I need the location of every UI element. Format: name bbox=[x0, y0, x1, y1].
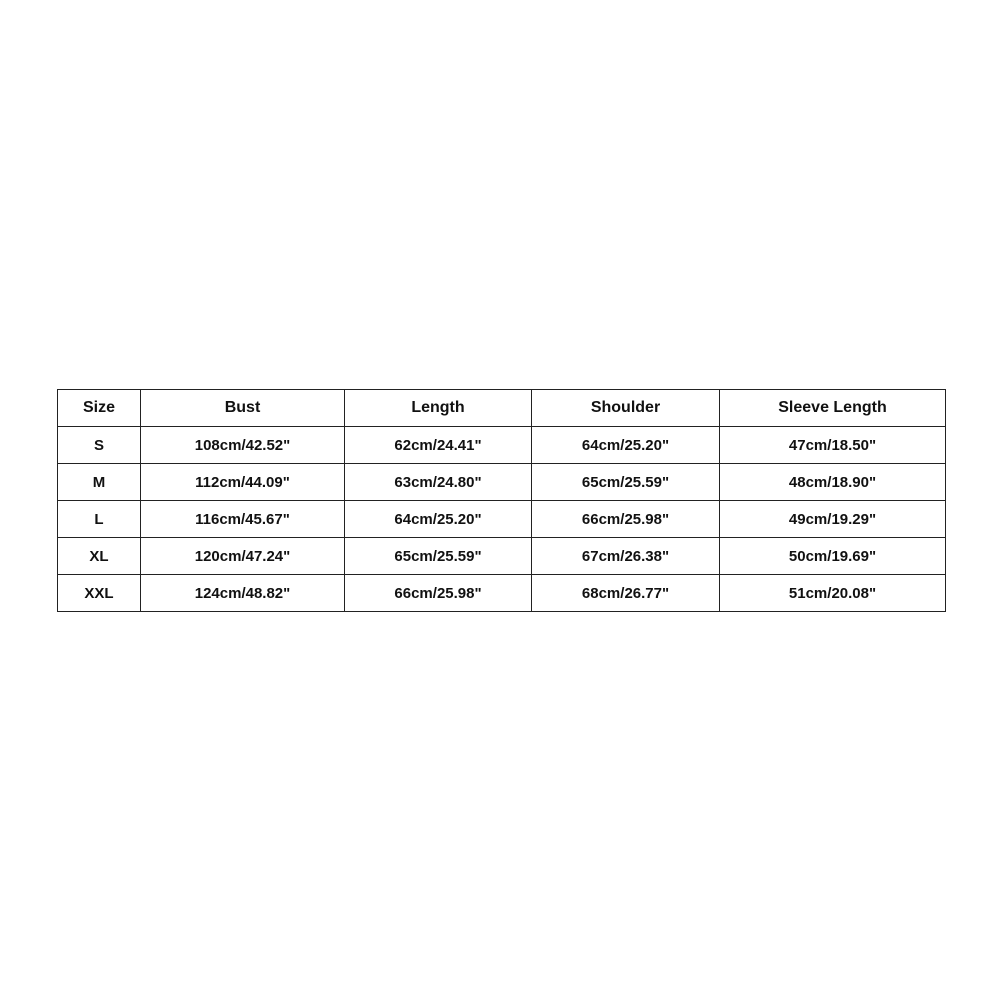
cell-bust: 124cm/48.82" bbox=[141, 575, 345, 612]
size-chart-table bbox=[57, 389, 946, 612]
cell-size: M bbox=[58, 464, 141, 501]
cell-sleeve-length: 48cm/18.90" bbox=[720, 464, 946, 501]
cell-bust: 108cm/42.52" bbox=[141, 427, 345, 464]
cell-length: 64cm/25.20" bbox=[345, 501, 532, 538]
table-row bbox=[58, 464, 946, 501]
header-length: Length bbox=[345, 390, 532, 427]
cell-size: XXL bbox=[58, 575, 141, 612]
header-shoulder: Shoulder bbox=[532, 390, 720, 427]
cell-length: 62cm/24.41" bbox=[345, 427, 532, 464]
cell-size: L bbox=[58, 501, 141, 538]
cell-shoulder: 65cm/25.59" bbox=[532, 464, 720, 501]
header-bust: Bust bbox=[141, 390, 345, 427]
table-row bbox=[58, 427, 946, 464]
table-row bbox=[58, 501, 946, 538]
cell-length: 63cm/24.80" bbox=[345, 464, 532, 501]
cell-sleeve-length: 51cm/20.08" bbox=[720, 575, 946, 612]
table-header-row bbox=[58, 390, 946, 427]
header-size: Size bbox=[58, 390, 141, 427]
cell-shoulder: 66cm/25.98" bbox=[532, 501, 720, 538]
cell-length: 66cm/25.98" bbox=[345, 575, 532, 612]
header-sleeve-length: Sleeve Length bbox=[720, 390, 946, 427]
cell-length: 65cm/25.59" bbox=[345, 538, 532, 575]
cell-shoulder: 67cm/26.38" bbox=[532, 538, 720, 575]
cell-sleeve-length: 50cm/19.69" bbox=[720, 538, 946, 575]
cell-shoulder: 68cm/26.77" bbox=[532, 575, 720, 612]
cell-bust: 120cm/47.24" bbox=[141, 538, 345, 575]
cell-size: S bbox=[58, 427, 141, 464]
cell-sleeve-length: 49cm/19.29" bbox=[720, 501, 946, 538]
cell-size: XL bbox=[58, 538, 141, 575]
cell-bust: 116cm/45.67" bbox=[141, 501, 345, 538]
table-row bbox=[58, 538, 946, 575]
table-row bbox=[58, 575, 946, 612]
cell-bust: 112cm/44.09" bbox=[141, 464, 345, 501]
cell-shoulder: 64cm/25.20" bbox=[532, 427, 720, 464]
cell-sleeve-length: 47cm/18.50" bbox=[720, 427, 946, 464]
